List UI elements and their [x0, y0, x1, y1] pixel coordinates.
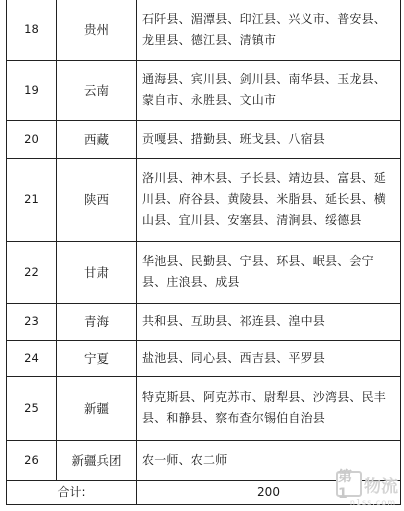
watermark-logo: [336, 469, 398, 502]
province-name: 宁夏: [57, 340, 137, 376]
table-row: [7, 241, 401, 303]
table-row: [7, 0, 401, 60]
county-list: 贡嘎县、措勤县、班戈县、八宿县: [137, 120, 401, 158]
county-table: [6, 0, 401, 505]
table-row: [7, 60, 401, 120]
row-number: 21: [7, 158, 57, 241]
province-name: 新疆兵团: [57, 440, 137, 480]
county-list: 农一师、农二师: [137, 440, 401, 480]
county-list: 盐池县、同心县、西吉县、平罗县: [137, 340, 401, 376]
total-value: 200: [137, 480, 401, 504]
county-list: 通海县、宾川县、剑川县、南华县、玉龙县、蒙自市、永胜县、文山市: [137, 60, 401, 120]
table-row: [7, 376, 401, 440]
province-name: 新疆: [57, 376, 137, 440]
row-number: 22: [7, 241, 57, 303]
table-row: [7, 340, 401, 376]
table-row: [7, 158, 401, 241]
table-row: [7, 120, 401, 158]
total-label: 合计:: [7, 480, 137, 504]
row-number: 25: [7, 376, 57, 440]
row-number: 24: [7, 340, 57, 376]
county-list: 石阡县、湄潭县、印江县、兴义市、普安县、龙里县、德江县、清镇市: [137, 0, 401, 60]
province-name: 云南: [57, 60, 137, 120]
county-list: 华池县、民勤县、宁县、环县、岷县、会宁县、庄浪县、成县: [137, 241, 401, 303]
row-number: 23: [7, 303, 57, 340]
row-number: 19: [7, 60, 57, 120]
watermark-url: n1ss.com: [349, 498, 396, 507]
county-list: 共和县、互助县、祁连县、湟中县: [137, 303, 401, 340]
province-name: 青海: [57, 303, 137, 340]
watermark-text: 物流: [364, 476, 398, 497]
row-number: 20: [7, 120, 57, 158]
county-list: 洛川县、神木县、子长县、靖边县、富县、延川县、府谷县、黄陵县、米脂县、延长县、横山县、宜川县、安塞县、清涧县、绥德县: [137, 158, 401, 241]
row-number: 26: [7, 440, 57, 480]
row-number: 18: [7, 0, 57, 60]
table-row: [7, 303, 401, 340]
watermark-box: 第1: [336, 471, 362, 497]
county-list: 特克斯县、阿克苏市、尉犁县、沙湾县、民丰县、和静县、察布查尔锡伯自治县: [137, 376, 401, 440]
province-name: 甘肃: [57, 241, 137, 303]
province-name: 贵州: [57, 0, 137, 60]
province-name: 陕西: [57, 158, 137, 241]
province-name: 西藏: [57, 120, 137, 158]
